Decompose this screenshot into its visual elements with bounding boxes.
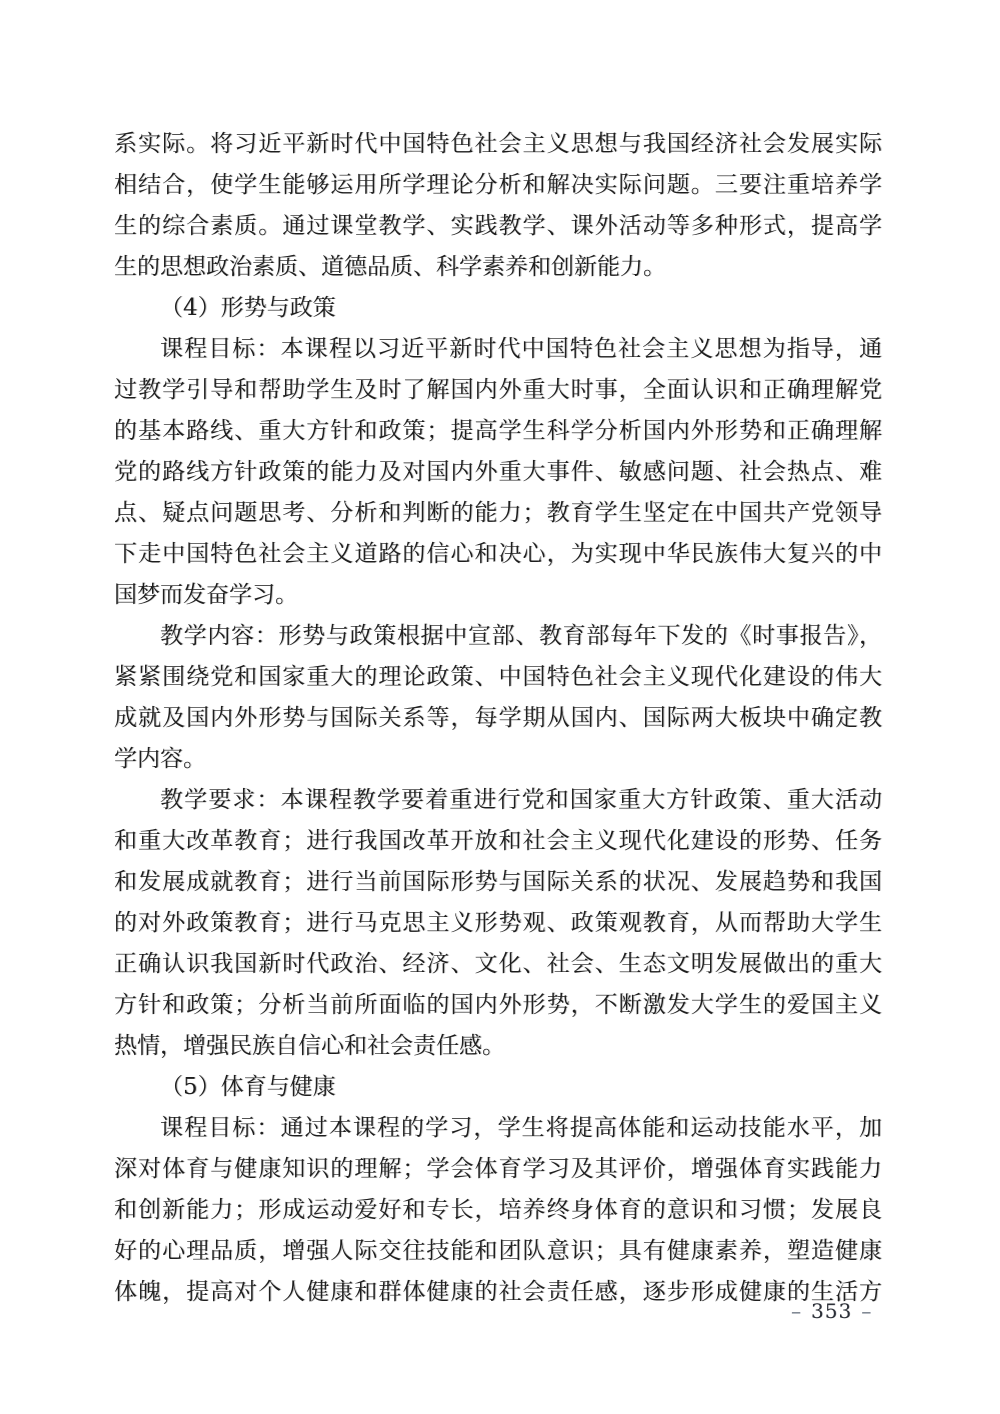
heading-section-5 <box>114 1067 882 1108</box>
para-intro-continued <box>114 124 882 288</box>
text-line: 深对体育与健康知识的理解；学会体育学习及其评价，增强体育实践能力 <box>114 1156 882 1182</box>
text-line: 体魄，提高对个人健康和群体健康的社会责任感，逐步形成健康的生活方 <box>114 1279 882 1305</box>
text-line: 方针和政策；分析当前所面临的国内外形势，不断激发大学生的爱国主义 <box>114 992 882 1018</box>
text-line: （4）形势与政策 <box>160 295 336 321</box>
page-number: 353 <box>811 1299 853 1323</box>
heading-section-4 <box>114 288 882 329</box>
text-line: 点、疑点问题思考、分析和判断的能力；教育学生坚定在中国共产党领导 <box>114 500 882 526</box>
text-line: 课程目标：通过本课程的学习，学生将提高体能和运动技能水平，加 <box>160 1115 882 1141</box>
text-line: 国梦而发奋学习。 <box>114 582 298 608</box>
text-line: 正确认识我国新时代政治、经济、文化、社会、生态文明发展做出的重大 <box>114 951 882 977</box>
text-line: 紧紧围绕党和国家重大的理论政策、中国特色社会主义现代化建设的伟大 <box>114 664 882 690</box>
para-course-objectives-5 <box>114 1108 882 1313</box>
text-line: 教学内容：形势与政策根据中宣部、教育部每年下发的《时事报告》， <box>160 623 882 649</box>
para-teaching-requirements-4 <box>114 780 882 1067</box>
text-line: 的基本路线、重大方针和政策；提高学生科学分析国内外形势和正确理解 <box>114 418 882 444</box>
text-line: 成就及国内外形势与国际关系等，每学期从国内、国际两大板块中确定教 <box>114 705 882 731</box>
text-line: 党的路线方针政策的能力及对国内外重大事件、敏感问题、社会热点、难 <box>114 459 882 485</box>
text-line: 课程目标：本课程以习近平新时代中国特色社会主义思想为指导，通 <box>160 336 882 362</box>
document-body <box>114 124 882 1313</box>
page-number-right-dash: – <box>861 1299 873 1323</box>
text-line: 和创新能力；形成运动爱好和专长，培养终身体育的意识和习惯；发展良 <box>114 1197 882 1223</box>
text-line: 和重大改革教育；进行我国改革开放和社会主义现代化建设的形势、任务 <box>114 828 882 854</box>
text-line: 学内容。 <box>114 746 206 772</box>
text-line: 系实际。将习近平新时代中国特色社会主义思想与我国经济社会发展实际 <box>114 131 882 157</box>
text-line: 相结合，使学生能够运用所学理论分析和解决实际问题。三要注重培养学 <box>114 172 882 198</box>
text-line: 和发展成就教育；进行当前国际形势与国际关系的状况、发展趋势和我国 <box>114 869 882 895</box>
para-teaching-content-4 <box>114 616 882 780</box>
text-line: 好的心理品质，增强人际交往技能和团队意识；具有健康素养，塑造健康 <box>114 1238 882 1264</box>
para-course-objectives-4 <box>114 329 882 616</box>
page-footer <box>791 1297 872 1325</box>
text-line: 教学要求：本课程教学要着重进行党和国家重大方针政策、重大活动 <box>160 787 882 813</box>
text-line: 生的综合素质。通过课堂教学、实践教学、课外活动等多种形式，提高学 <box>114 213 882 239</box>
text-line: 热情，增强民族自信心和社会责任感。 <box>114 1033 505 1059</box>
text-line: （5）体育与健康 <box>160 1074 336 1100</box>
text-line: 的对外政策教育；进行马克思主义形势观、政策观教育，从而帮助大学生 <box>114 910 882 936</box>
text-line: 生的思想政治素质、道德品质、科学素养和创新能力。 <box>114 254 666 280</box>
text-line: 下走中国特色社会主义道路的信心和决心，为实现中华民族伟大复兴的中 <box>114 541 882 567</box>
page-number-left-dash: – <box>791 1299 802 1323</box>
text-line: 过教学引导和帮助学生及时了解国内外重大时事，全面认识和正确理解党 <box>114 377 882 403</box>
